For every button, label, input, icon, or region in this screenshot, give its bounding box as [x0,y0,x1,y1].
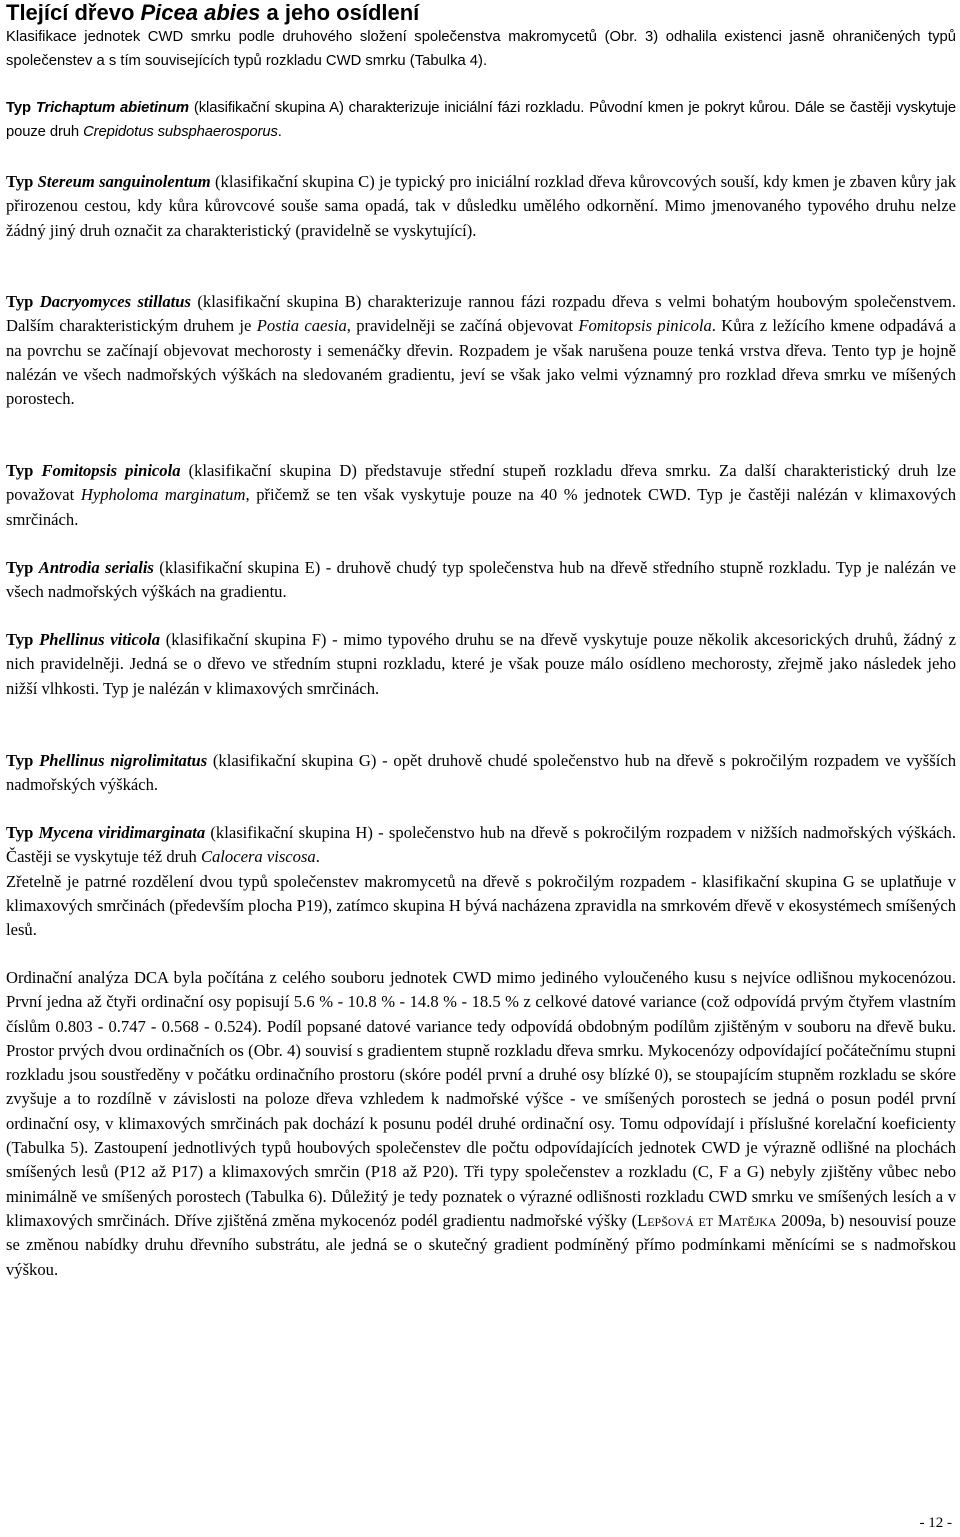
type-species: Antrodia serialis [38,558,154,577]
typ-label: Typ [6,292,40,311]
paragraph-text: , pravidelněji se začíná objevovat [346,316,579,336]
paragraph-text: (klasifikační skupina D) představuje střední stupeň rozkladu dřeva smrku. Za další charakteristický druh lze považovat [6,461,957,505]
paragraph-fomitopsis [6,459,956,532]
typ-label: Typ [6,558,39,577]
paragraph-phellinus-viticola [6,628,956,701]
paragraph-text: (klasifikační skupina B) charakterizuje rannou fázi rozpadu dřeva s velmi bohatým houbovým společenstvem. Dalším charakteristickým druhem je [6,292,956,336]
page-number: - 12 - [919,1515,952,1531]
species-name: Crepidotus subsphaerosporus [83,124,278,141]
paragraph-end: . [277,124,282,141]
paragraph-text: Ordinační analýza DCA byla počítána z celého souboru jednotek CWD mimo jediného vyloučeného kusu s nejvíce odlišnou mykocenózou. První jedna až čtyři ordinační osy popisují 5.6 % - 10.8 % - 14.8 % - 18.5 % z celkové datové variance (což odpovídá prvým čtyřem vlastním číslům 0.803 - 0.747 - 0.568 - 0.524). Podíl popsané datové variance tedy odpovídá obdobným podílům zjištěným v souboru na dřevě buku. Prostor prvých dvou ordinačních os (Obr. 4) souvisí s gradientem stupně rozkladu dřeva smrku. Mykocenózy odpovídající počátečnímu stupni rozkladu jsou soustředěny v počátku ordinačního prostoru (skóre podél první a druhé osy blízké 0), se stoupajícím stupněm rozkladu se skóre zvyšuje a to rozdílně v závislosti na poloze dřeva vzhledem k nadmořské výšce - ve smíšených porostech se jedná o posun podél první ordinační osy, v klimaxových smrčinách pak dochází k posunu podél druhé ordinační osy. Tomu odpovídají i příslušné korelační koeficienty (Tabulka 5). Zastoupení jednotlivých typů houbových společenstev dle počtu odpovídajících jednotek CWD je výrazně odlišné na plochách smíšených lesů (P12 až P17) a klimaxových smrčin (P18 až P20). Tři typy společenstev a rozkladu (C, F a G) nebyly zjištěny vůbec nebo minimálně ve smíšených porostech (Tabulka 6). Důležitý je tedy poznatek o výrazné odlišnosti rozkladu CWD smrku ve smíšených lesích a v klimaxových smrčinách. Dříve zjištěná změna mykocenóz podél gradientu nadmořské výšky ( [6,968,956,1230]
species-name: Hypholoma marginatum [80,485,246,505]
paragraph-text: (klasifikační skupina F) - mimo typového druhu se na dřevě vyskytuje pouze několik akcesorických druhů, žádný z nich pravidelněji. Jedná se o dřevo ve středním stupni rozkladu, které je však pouze málo osídleno mechorosty, zřejmě jako následek jeho nižší vlhkosti. Typ je nalézán v klimaxových smrčinách. [6,630,957,698]
paragraph-text: (klasifikační skupina A) charakterizuje iniciální fázi rozkladu. Původní kmen je pokryt kůrou. Dále se častěji vyskytuje pouze druh [6,100,956,141]
type-species: Phellinus nigrolimitatus [39,751,208,770]
type-species: Trichaptum abietinum [35,100,189,116]
typ-label: Typ [6,100,36,116]
paragraph-trichaptum [6,96,956,145]
paragraph-dacryomyces [6,290,956,411]
paragraph-text: (klasifikační skupina H) - společenstvo hub na dřevě s pokročilým rozpadem v nižších nadmořských výškách. Častěji se vyskytuje též druh [6,823,956,867]
page-title [6,0,419,26]
typ-label: Typ [6,823,39,842]
paragraph-continuation: Zřetelně je patrné rozdělení dvou typů společenstev makromycetů na dřevě s pokročilým rozpadem - klasifikační skupina G se uplatňuje v klimaxových smrčinách (především plocha P19), zatímco skupina H bývá nacházena zpravidla na smrkovém dřevě v ekosystémech smíšených lesů. [6,871,956,940]
typ-label: Typ [6,630,40,649]
species-name: Calocera viscosa [200,847,316,867]
species-name: Fomitopsis pinicola [578,316,712,336]
title-suffix: a jeho osídlení [260,0,420,25]
typ-label: Typ [6,461,42,480]
paragraph-text: , přičemž se ten však vyskytuje pouze na 40 % jednotek CWD. Typ je častěji nalézán v klimaxových smrčinách. [6,485,956,529]
type-species: Dacryomyces stillatus [39,292,191,311]
paragraph-antrodia [6,556,956,605]
type-species: Phellinus viticola [39,630,161,649]
type-species: Mycena viridimarginata [38,823,206,842]
paragraph-end: . [315,847,320,867]
typ-label: Typ [6,751,40,770]
paragraph-stereum [6,170,956,243]
paragraph-text: (klasifikační skupina C) je typický pro iniciální rozklad dřeva kůrovcových souší, kdy kmen je zbaven kůry jak přirozenou cestou, kdy kůra kůrovcové souše sama opadá, tak v důsledku umělého odkornění. Mimo jmenovaného typového druhu nelze žádný jiný druh označit za charakteristický (pravidelně se vyskytující). [6,172,956,240]
paragraph-text: (klasifikační skupina E) - druhově chudý typ společenstva hub na dřevě středního stupně rozkladu. Typ je nalézán ve všech nadmořských výškách na gradientu. [6,558,956,602]
title-species: Picea abies [140,0,261,25]
title-prefix: Tlející dřevo [6,0,141,25]
paragraph-phellinus-nigrolimitatus [6,749,956,798]
typ-label: Typ [6,172,38,191]
species-name: Postia caesia [256,316,347,336]
paragraph-mycena [6,821,956,942]
intro-paragraph: Klasifikace jednotek CWD smrku podle druhového složení společenstva makromycetů (Obr. 3) odhalila existenci jasně ohraničených typů společenstev a s tím souvisejících typů rozkladu CWD smrku (Tabulka 4). [6,29,956,70]
type-species: Stereum sanguinolentum [37,172,211,191]
paragraph-ordination [6,966,956,1282]
citation-authors: Lepšová et Matějka [637,1210,777,1230]
paragraph-text: (klasifikační skupina G) - opět druhově chudé společenstvo hub na dřevě s pokročilým rozpadem ve vyšších nadmořských výškách. [6,751,956,795]
type-species: Fomitopsis pinicola [41,461,181,480]
paragraph-text: 2009a, b) nesouvisí pouze se změnou nabídky druhu dřevního substrátu, ale jedná se o skutečný gradient podmíněný přímo podmínkami měnícími se s nadmořskou výškou. [6,1210,956,1279]
paragraph-text: . Kůra z ležícího kmene odpadává a na povrchu se začínají objevovat mechorosty i semenáčky dřevin. Rozpadem je však narušena pouze tenká vrstva dřeva. Tento typ je hojně nalézán ve všech nadmořských výškách na sledovaném gradientu, jeví se však jako velmi významný pro rozklad dřeva smrku ve míšených porostech. [6,316,956,409]
